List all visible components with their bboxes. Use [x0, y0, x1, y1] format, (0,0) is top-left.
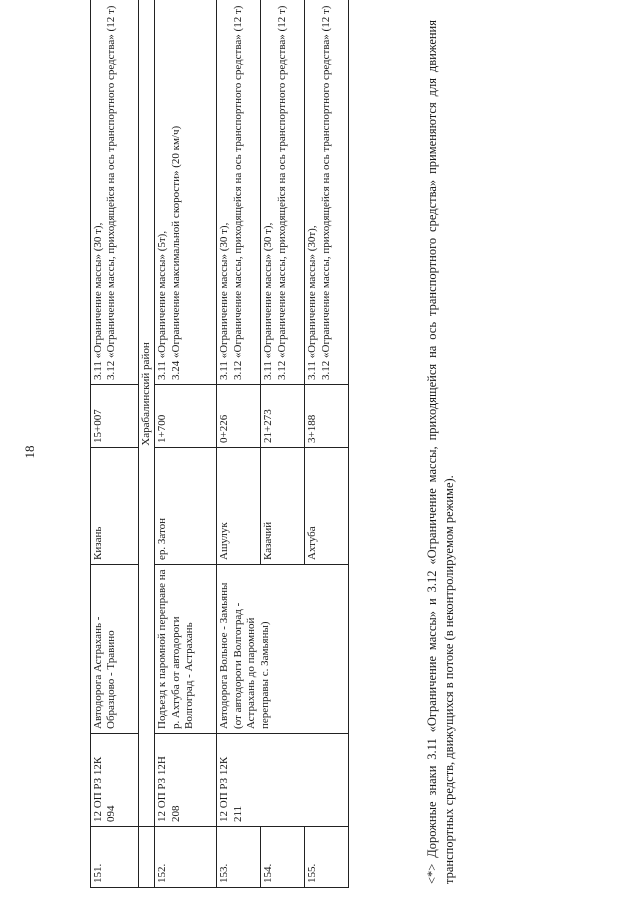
table-row — [217, 0, 261, 888]
signs-cell — [91, 0, 139, 385]
signs-cell — [305, 0, 349, 385]
road-name: Автодорога Астрахань - Образцово - Травино — [91, 565, 139, 734]
road-code: 12 ОП РЗ 12Н 208 — [155, 734, 217, 827]
sign-line: 3.12 «Ограничение массы, приходящейся на ось транспортного средства» (12 т) — [231, 5, 244, 380]
district-heading: Харабалинский район — [139, 0, 155, 827]
settlement: Ахтуба — [305, 448, 349, 565]
kilometer-mark: 1+700 — [155, 385, 217, 448]
sign-line: 3.12 «Ограничение массы, приходящейся на ось транспортного средства» (12 т) — [105, 5, 118, 380]
row-number: 152. — [155, 827, 217, 888]
sign-line: 3.12 «Ограничение массы, приходящейся на ось транспортного средства» (12 т) — [319, 5, 332, 380]
signs-cell — [155, 0, 217, 385]
road-signs-table — [90, 0, 349, 888]
sign-line: 3.11 «Ограничение массы» (30 т), — [262, 222, 275, 380]
sign-line: 3.11 «Ограничение массы» (30т), — [306, 225, 319, 380]
sign-line: 3.11 «Ограничение массы» (5т), — [156, 230, 169, 380]
road-code: 12 ОП РЗ 12К 211 — [217, 734, 349, 827]
kilometer-mark: 3+188 — [305, 385, 349, 448]
road-name: Автодорога Вольное - Замьяны (от автодороги Волгоград - Астрахань до паромной переправы с. Замьяны) — [217, 565, 349, 734]
sign-line: 3.11 «Ограничение массы» (30 т), — [92, 222, 104, 380]
settlement: Кизань — [91, 448, 139, 565]
settlement: Казачий — [261, 448, 305, 565]
district-row — [139, 0, 155, 888]
row-number: 155. — [305, 827, 349, 888]
footnote: <*> Дорожные знаки 3.11 «Ограничение массы» и 3.12 «Ограничение массы, приходящейся на ось транспортного средства» применяются для движения транспортных средств, движущихся в потоке (в неконтролируемом режиме). — [425, 20, 456, 884]
settlement: Ашулук — [217, 448, 261, 565]
road-name: Подъезд к паромной переправе на р. Ахтуба от автодороги Волгоград - Астрахань — [155, 565, 217, 734]
sign-line: 3.12 «Ограничение массы, приходящейся на ось транспортного средства» (12 т) — [275, 5, 288, 380]
kilometer-mark: 15+007 — [91, 385, 139, 448]
signs-cell — [217, 0, 261, 385]
road-code: 12 ОП РЗ 12К 094 — [91, 734, 139, 827]
row-number: 153. — [217, 827, 261, 888]
sign-line: 3.11 «Ограничение массы» (30 т), — [218, 222, 231, 380]
table-row — [155, 0, 217, 888]
settlement: ер. Затон — [155, 448, 217, 565]
rotated-content — [20, 5, 620, 892]
kilometer-mark: 0+226 — [217, 385, 261, 448]
sign-line: 3.24 «Ограничение максимальной скорости» (20 км/ч) — [169, 125, 182, 380]
row-number: 151. — [91, 827, 139, 888]
page-number: 18 — [22, 445, 37, 459]
kilometer-mark: 21+273 — [261, 385, 305, 448]
row-number: 154. — [261, 827, 305, 888]
table-row — [91, 0, 139, 888]
signs-cell — [261, 0, 305, 385]
